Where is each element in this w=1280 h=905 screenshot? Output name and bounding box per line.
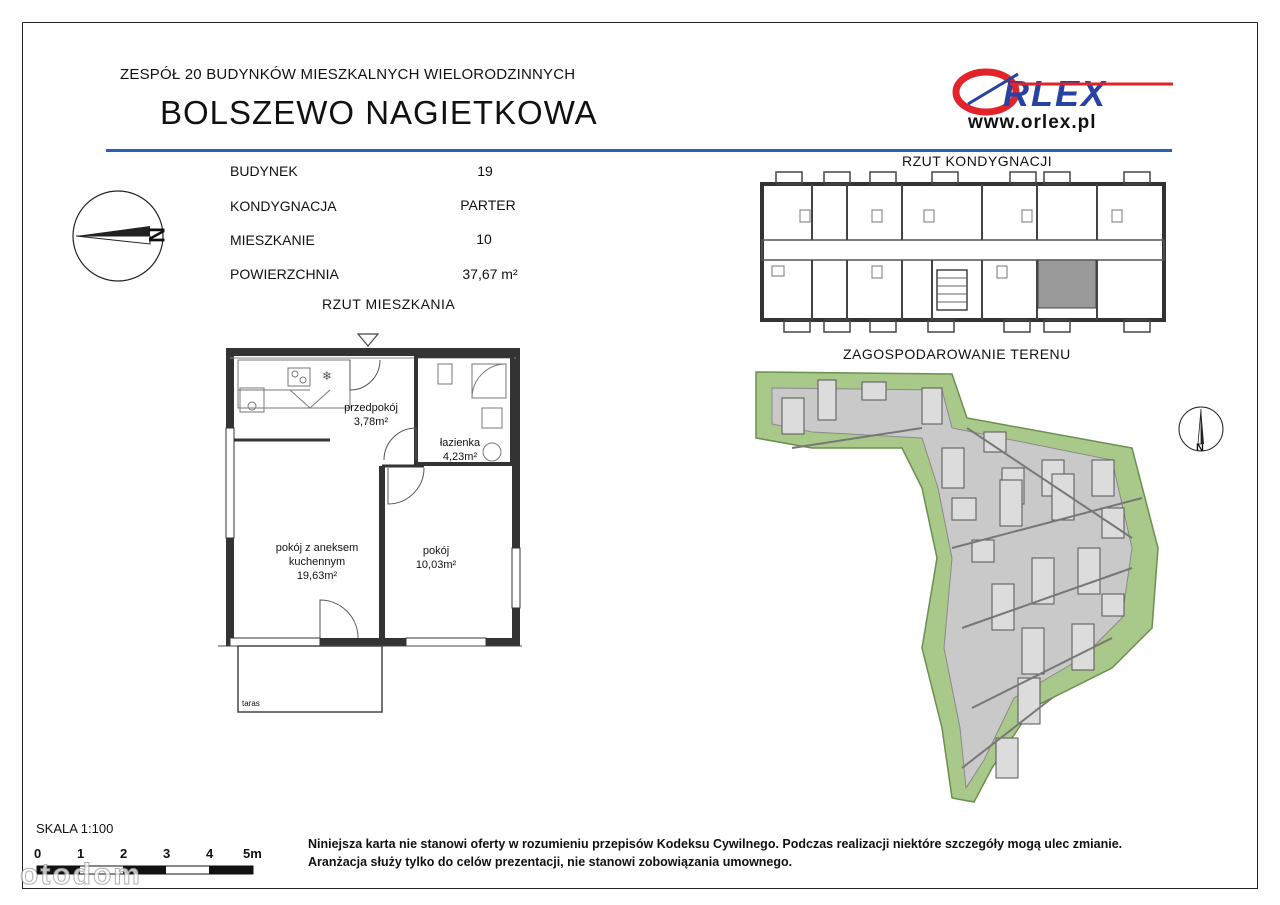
room-hall-label [336,401,406,429]
room-bathroom-label [430,436,490,464]
scale-tick-5m: 5m [243,846,262,861]
compass-right [1176,404,1226,460]
scale-tick-4: 4 [206,846,214,861]
disclaimer [308,835,1122,871]
project-subtitle: ZESPÓŁ 20 BUDYNKÓW MIESZKALNYCH WIELORODZINNYCH [120,66,576,83]
site-development-plan [752,368,1168,808]
room-bedroom-label [404,544,468,572]
room-living-name2: kuchennym [288,556,346,568]
room-hall-area: 3,78m² [353,416,389,428]
svg-text:❄: ❄ [322,369,333,383]
scale-tick-1: 1 [77,846,85,861]
info-label-floor: KONDYGNACJA [230,198,337,214]
scale-label: SKALA 1:100 [36,821,114,836]
scale-tick-0: 0 [34,846,42,861]
disclaimer-line-1: Niniejsza karta nie stanowi oferty w rozumieniu przepisów Kodeksu Cywilnego. Podczas realizacji niektóre szczegóły mogą ulec zmianie. [308,837,1123,851]
room-bathroom-name: łazienka [439,437,481,449]
scale-tick-3: 3 [163,846,171,861]
room-bedroom-name: pokój [422,545,450,557]
info-label-apartment: MIESZKANIE [230,232,315,248]
room-terrace-label: taras [242,699,260,708]
building-floor-plan [752,170,1172,334]
compass-right-letter: N [1196,442,1204,454]
header-rule [106,149,1172,152]
logo-wordmark: RLEX [1003,73,1108,114]
room-living-name: pokój z aneksem [275,542,359,554]
info-label-area: POWIERZCHNIA [230,266,339,282]
site-plan-heading: ZAGOSPODAROWANIE TERENU [843,346,1071,362]
info-value-area: 37,67 m² [462,266,518,282]
room-living-label [262,541,372,583]
project-title: BOLSZEWO NAGIETKOWA [160,94,598,131]
room-bedroom-area: 10,03m² [415,559,457,571]
compass-left-letter: N [143,227,169,243]
info-value-building: 19 [477,163,493,179]
info-label-building: BUDYNEK [230,163,298,179]
room-hall-name: przedpokój [344,402,398,414]
room-bathroom-area: 4,23m² [442,451,478,463]
disclaimer-line-2: Aranżacja służy tylko do celów prezentacji, nie stanowi zobowiązania umownego. [308,855,793,869]
apartment-floor-plan [210,328,530,720]
compass-left [68,186,178,286]
logo-url: www.orlex.pl [968,112,1097,133]
info-value-apartment: 10 [476,231,492,247]
room-living-area: 19,63m² [296,570,338,582]
watermark: otodom [20,858,142,891]
apartment-plan-heading: RZUT MIESZKANIA [322,296,456,312]
scale-tick-2: 2 [120,846,128,861]
info-value-floor: PARTER [460,197,516,213]
floor-plan-heading: RZUT KONDYGNACJI [902,153,1053,169]
